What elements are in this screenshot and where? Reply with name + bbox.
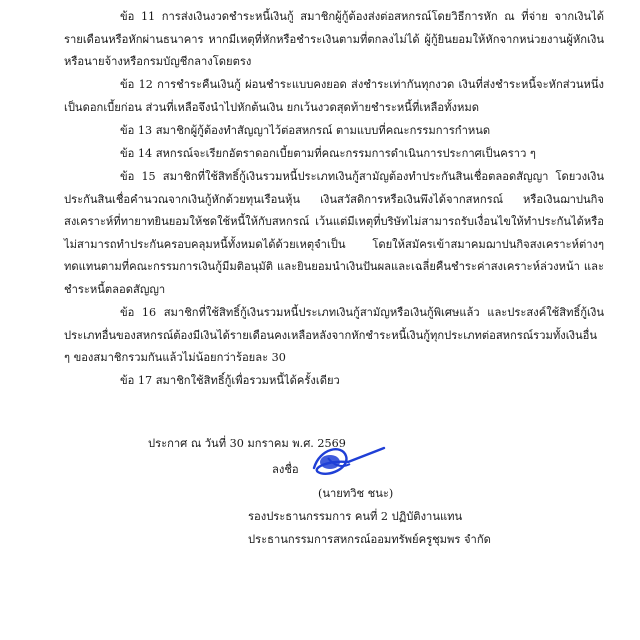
- signer-name: (นายทวิช ชนะ): [318, 487, 394, 500]
- clause-16: ข้อ 16 สมาชิกที่ใช้สิทธิ์กู้เงินรวมหนี้ประเภทเงินกู้สามัญหรือเงินกู้พิเศษแล้ว และประสงค์ใช้สิทธิ์กู้เงินประเภทอื่นของสหกรณ์ต้องมีเงินได้รายเดือนคงเหลือหลังจากหักชำระหนี้เงินกู้ทุกประเภทต่อสหกรณ์รวมทั้งเงินอื่น ๆ ของสมาชิกรวมกันแล้วไม่น้อยกว่าร้อยละ 30: [64, 306, 604, 364]
- clause-11: ข้อ 11 การส่งเงินงวดชำระหนี้เงินกู้ สมาชิกผู้กู้ต้องส่งต่อสหกรณ์โดยวิธีการหัก ณ ที่จ่าย จากเงินได้รายเดือนหรือหักผ่านธนาคาร หากมีเหตุที่หักหรือชำระเงินตามที่ตกลงไม่ได้ ผู้กู้ยินยอมให้หักจากหน่วยงานผู้หักเงินหรือนายจ้างหรือกรมบัญชีกลางโดยตรง: [64, 10, 604, 68]
- signer-organization: ประธานกรรมการสหกรณ์ออมทรัพย์ครูชุมพร จำกัด: [248, 533, 491, 546]
- clause-17: ข้อ 17 สมาชิกใช้สิทธิ์กู้เพื่อรวมหนี้ได้ครั้งเดียว: [120, 374, 340, 387]
- signature-image: [298, 438, 390, 484]
- clause-15: ข้อ 15 สมาชิกที่ใช้สิทธิ์กู้เงินรวมหนี้ประเภทเงินกู้สามัญต้องทำประกันสินเชื่อตลอดสัญญา โดยวงเงินประกันสินเชื่อคำนวณจากเงินกู้หักด้วยทุนเรือนหุ้น เงินสวัสดิการหรือเงินพึงได้จากสหกรณ์ หรือเงินฌาปนกิจสงเคราะห์ที่ทายาทยินยอมให้ชดใช้หนี้ให้กับสหกรณ์ เว้นแต่มีเหตุที่บริษัทไม่สามารถรับเงื่อนไขให้ทำประกันได้หรือไม่สามารถทำประกันครอบคลุมหนี้ทั้งหมดได้ด้วยเหตุจำเป็น โดยให้สมัครเข้าสมาคมฌาปนกิจสงเคราะห์ต่างๆทดแทนตามที่คณะกรรมการเงินกู้มีมติอนุมัติ และยินยอมนำเงินปันผลและเฉลี่ยคืนชำระค่าสงเคราะห์ล่วงหน้า และชำระหนี้ตลอดสัญญา: [64, 170, 604, 296]
- sign-label: ลงชื่อ: [272, 463, 299, 476]
- signer-position: รองประธานกรรมการ คนที่ 2 ปฏิบัติงานแทน: [248, 510, 463, 523]
- clause-13: ข้อ 13 สมาชิกผู้กู้ต้องทำสัญญาไว้ต่อสหกรณ์ ตามแบบที่คณะกรรมการกำหนด: [120, 124, 491, 137]
- announcement-date: ประกาศ ณ วันที่ 30 มกราคม พ.ศ. 2569: [148, 437, 346, 450]
- clause-14: ข้อ 14 สหกรณ์จะเรียกอัตราดอกเบี้ยตามที่คณะกรรมการดำเนินการประกาศเป็นคราว ๆ: [120, 147, 536, 160]
- clause-12: ข้อ 12 การชำระคืนเงินกู้ ผ่อนชำระแบบคงยอด ส่งชำระเท่ากันทุกงวด เงินที่ส่งชำระหนี้จะหักส่วนหนึ่งเป็นดอกเบี้ยก่อน ส่วนที่เหลือจึงนำไปหักต้นเงิน ยกเว้นงวดสุดท้ายชำระหนี้ที่เหลือทั้งหมด: [64, 78, 604, 114]
